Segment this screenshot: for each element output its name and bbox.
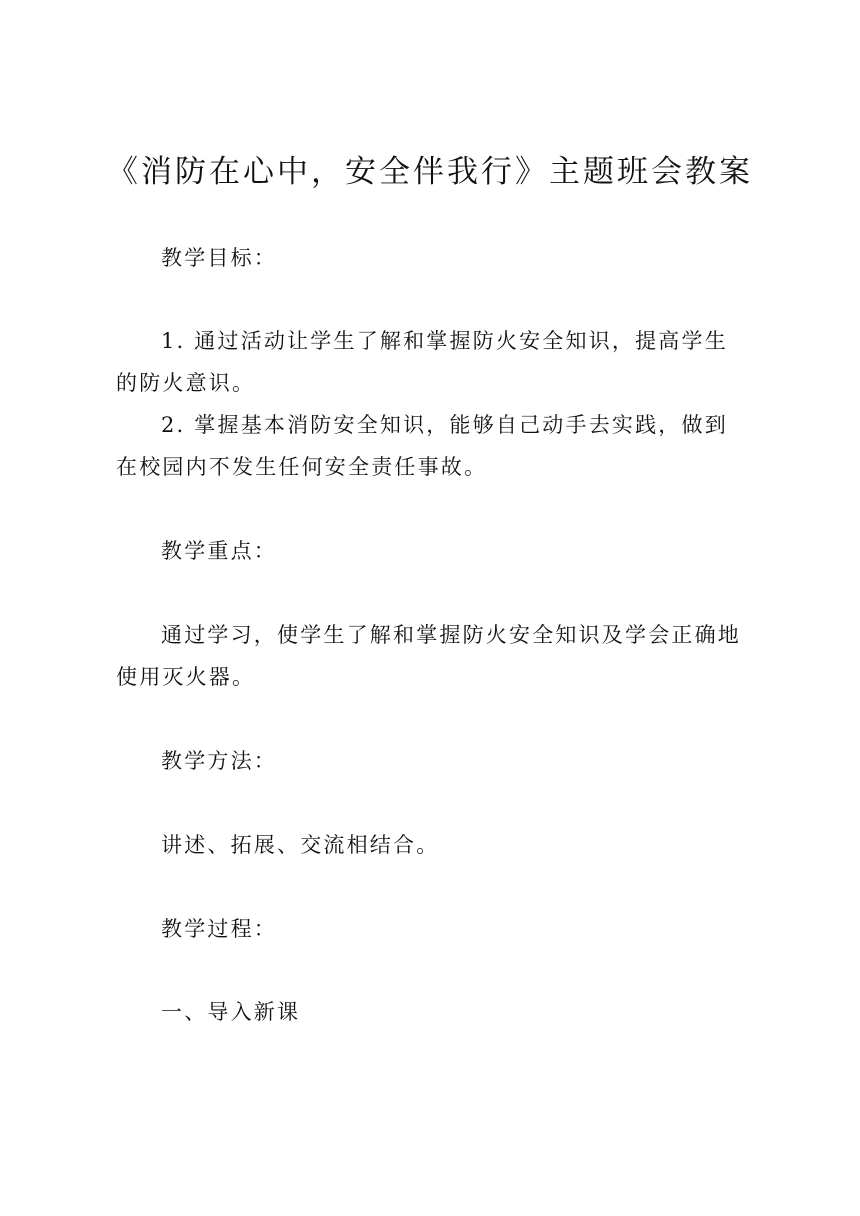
objectives-heading: 教学目标： [161,246,277,270]
process-heading: 教学过程： [161,917,277,941]
section-heading-1: 一、导入新课 [161,1000,301,1024]
document-title: 《消防在心中，安全伴我行》主题班会教案 [107,154,753,190]
objective-item-2: 2. 掌握基本消防安全知识，能够自己动手去实践，做到在校园内不发生任何安全责任事故。 [116,413,728,479]
methods-heading: 教学方法： [161,749,277,773]
key-points-heading: 教学重点： [161,539,277,563]
key-points-text: 通过学习，使学生了解和掌握防火安全知识及学会正确地使用灭火器。 [116,623,741,689]
methods-text: 讲述、拓展、交流相结合。 [161,833,440,857]
objective-item-1: 1. 通过活动让学生了解和掌握防火安全知识，提高学生的防火意识。 [116,329,728,395]
